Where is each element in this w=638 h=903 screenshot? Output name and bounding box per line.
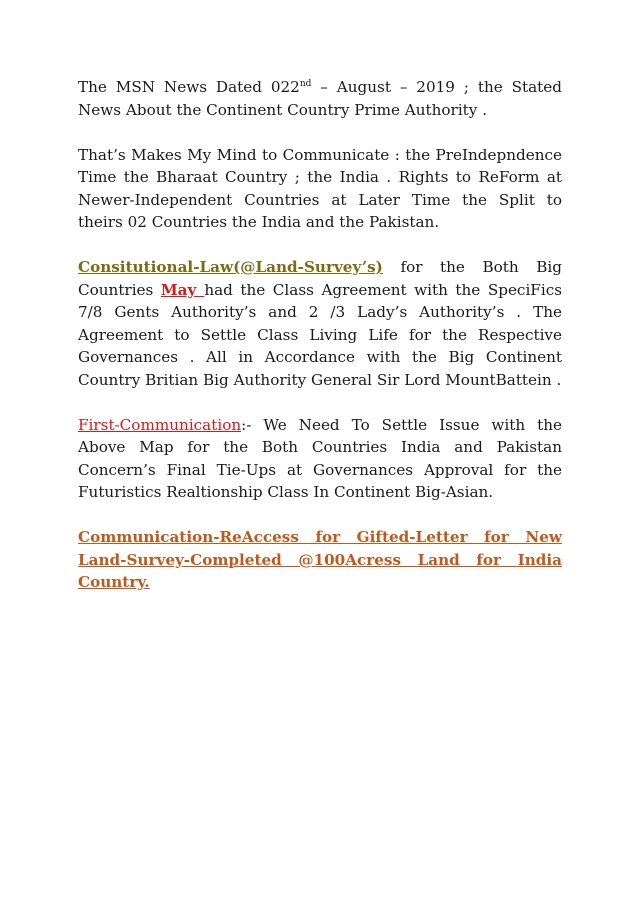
reaccess-heading: Communication-ReAccess for Gifted-Letter for New Land-Survey-Completed @100Acress Land for India Country. bbox=[78, 528, 562, 591]
constitutional-law-heading: Consitutional-Law(@Land-Survey’s) bbox=[78, 258, 383, 276]
paragraph-constitutional-law bbox=[78, 256, 562, 391]
paragraph-communicate bbox=[78, 144, 562, 234]
paragraph-first-communication bbox=[78, 414, 562, 504]
first-communication-text: :- We Need To Settle Issue with the Above Map for the Both Countries India and Pakistan Concern’s Final Tie-Ups at Governances Approval for the Futuristics Realtionship Class In Continent Big-Asian. bbox=[78, 415, 562, 501]
paragraph-news-date bbox=[78, 76, 562, 121]
constitutional-law-text-1: for the Both Big Countries bbox=[78, 258, 562, 299]
communicate-text: That’s Makes My Mind to Communicate : the PreIndepndence Time the Bharaat Country ; the India . Rights to ReForm at Newer-Independent Countries at Later Time the Split to theirs 02 Countries the India and the Pakistan. bbox=[78, 145, 562, 231]
constitutional-law-text-2: had the Class Agreement with the SpeciFics 7/8 Gents Authority’s and 2 /3 Lady’s Authority’s . The Agreement to Settle Class Living Life for the Respective Governances . All in Accordance with the Big Continent Country Britian Big Authority General Sir Lord MountBattein . bbox=[78, 280, 562, 389]
document-body bbox=[78, 76, 562, 616]
may-highlight: May bbox=[160, 280, 205, 299]
news-date-text: The MSN News Dated 022 bbox=[78, 78, 300, 96]
news-date-rest: – August – 2019 ; the Stated News About the Continent Country Prime Authority . bbox=[78, 78, 562, 119]
paragraph-reaccess bbox=[78, 526, 562, 594]
first-communication-heading: First-Communication bbox=[78, 415, 242, 434]
ordinal-suffix: nd bbox=[299, 78, 312, 89]
